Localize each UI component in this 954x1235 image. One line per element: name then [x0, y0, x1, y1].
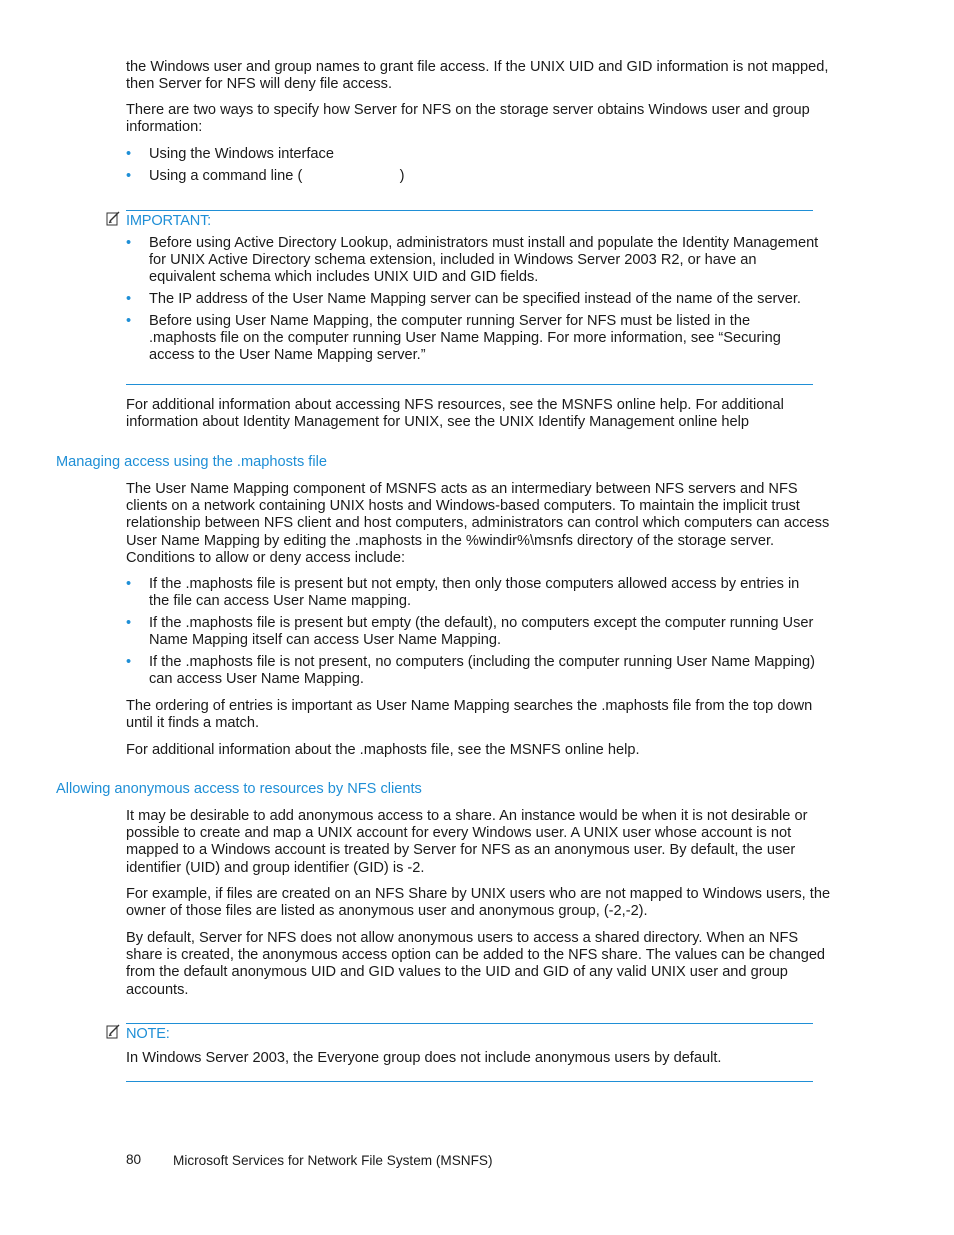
- important-bullet-text: Before using Active Directory Lookup, administrators must install and populate the Identity Management for UNIX Active Directory schema extension, included in Windows Server 2003 R2, or have an equivalent schema which includes UNIX UID and GID fields.: [149, 235, 819, 286]
- section2-paragraph-1: It may be desirable to add anonymous access to a share. An instance would be when it is not desirable or possible to create and map a UNIX account for every Windows user. A UNIX user whose account is not mapped to a Windows account is treated by Server for NFS as an anonymous user. By default, the user identifier (UID) and group identifier (GID) is -2.: [126, 808, 808, 876]
- important-top-rule: [126, 210, 813, 211]
- note-title: NOTE:: [126, 1026, 170, 1042]
- section2-paragraph-3: By default, Server for NFS does not allow anonymous users to access a shared directory. When an NFS share is created, the anonymous access option can be added to the NFS share. The values can be changed from the default anonymous UID and GID values to the UID and GID of any valid UNIX user and group accounts.: [126, 930, 826, 998]
- important-bullet-text: The IP address of the User Name Mapping server can be specified instead of the name of the server.: [149, 291, 801, 307]
- important-title: IMPORTANT:: [126, 213, 212, 229]
- section1-paragraph-3: For additional information about the .maphosts file, see the MSNFS online help.: [126, 742, 640, 758]
- section1-bullet-text: If the .maphosts file is present but empty (the default), no computers except the computer running User Name Mapping itself can access User Name Mapping.: [149, 615, 814, 649]
- intro-paragraph-1: the Windows user and group names to grant file access. If the UNIX UID and GID information is not mapped, then Server for NFS will deny file access.: [126, 59, 829, 93]
- section1-bullet-text: If the .maphosts file is present but not empty, then only those computers allowed access by entries in the file can access User Name mapping.: [149, 576, 800, 610]
- important-bottom-rule: [126, 384, 813, 385]
- bullet-dot-icon: •: [126, 146, 132, 162]
- intro-bullet-text: Using a command line ( ): [149, 168, 405, 184]
- footer-title: Microsoft Services for Network File System (MSNFS): [173, 1153, 493, 1168]
- page-number: 80: [126, 1152, 142, 1167]
- bullet-dot-icon: •: [126, 615, 132, 631]
- section-heading-anonymous-access: Allowing anonymous access to resources by NFS clients: [56, 781, 422, 797]
- bullet-dot-icon: •: [126, 291, 132, 307]
- note-top-rule: [126, 1023, 813, 1024]
- intro-bullet-text: Using the Windows interface: [149, 146, 334, 162]
- section1-paragraph-2: The ordering of entries is important as User Name Mapping searches the .maphosts file from the top down until it finds a match.: [126, 698, 813, 732]
- section1-paragraph-1: The User Name Mapping component of MSNFS acts as an intermediary between NFS servers and NFS clients on a network containing UNIX hosts and Windows-based computers. To maintain the implicit trust relationship between NFS client and host computers, administrators can control which computers can access User Name Mapping by editing the .maphosts in the %windir%\msnfs directory of the storage server. Conditions to allow or deny access include:: [126, 481, 830, 566]
- important-bullet-text: Before using User Name Mapping, the computer running Server for NFS must be listed in the .maphosts file on the computer running User Name Mapping. For more information, see “Securing access to the User Name Mapping server.”: [149, 313, 781, 364]
- bullet-dot-icon: •: [126, 235, 132, 251]
- note-text: In Windows Server 2003, the Everyone group does not include anonymous users by default.: [126, 1050, 722, 1066]
- bullet-dot-icon: •: [126, 654, 132, 670]
- section2-paragraph-2: For example, if files are created on an NFS Share by UNIX users who are not mapped to Windows users, the owner of those files are listed as anonymous user and anonymous group, (-2,-2).: [126, 886, 831, 920]
- intro-paragraph-2: There are two ways to specify how Server for NFS on the storage server obtains Windows user and group information:: [126, 102, 810, 136]
- section-heading-maphosts: Managing access using the .maphosts file: [56, 454, 327, 470]
- note-pencil-icon: [106, 1023, 122, 1039]
- section1-bullet-text: If the .maphosts file is not present, no computers (including the computer running User Name Mapping) can access User Name Mapping.: [149, 654, 815, 688]
- note-pencil-icon: [106, 210, 122, 226]
- bullet-dot-icon: •: [126, 576, 132, 592]
- bullet-dot-icon: •: [126, 168, 132, 184]
- note-bottom-rule: [126, 1081, 813, 1082]
- bullet-dot-icon: •: [126, 313, 132, 329]
- after-important-paragraph: For additional information about accessing NFS resources, see the MSNFS online help. For additional information about Identity Management for UNIX, see the UNIX Identify Management online help: [126, 397, 784, 431]
